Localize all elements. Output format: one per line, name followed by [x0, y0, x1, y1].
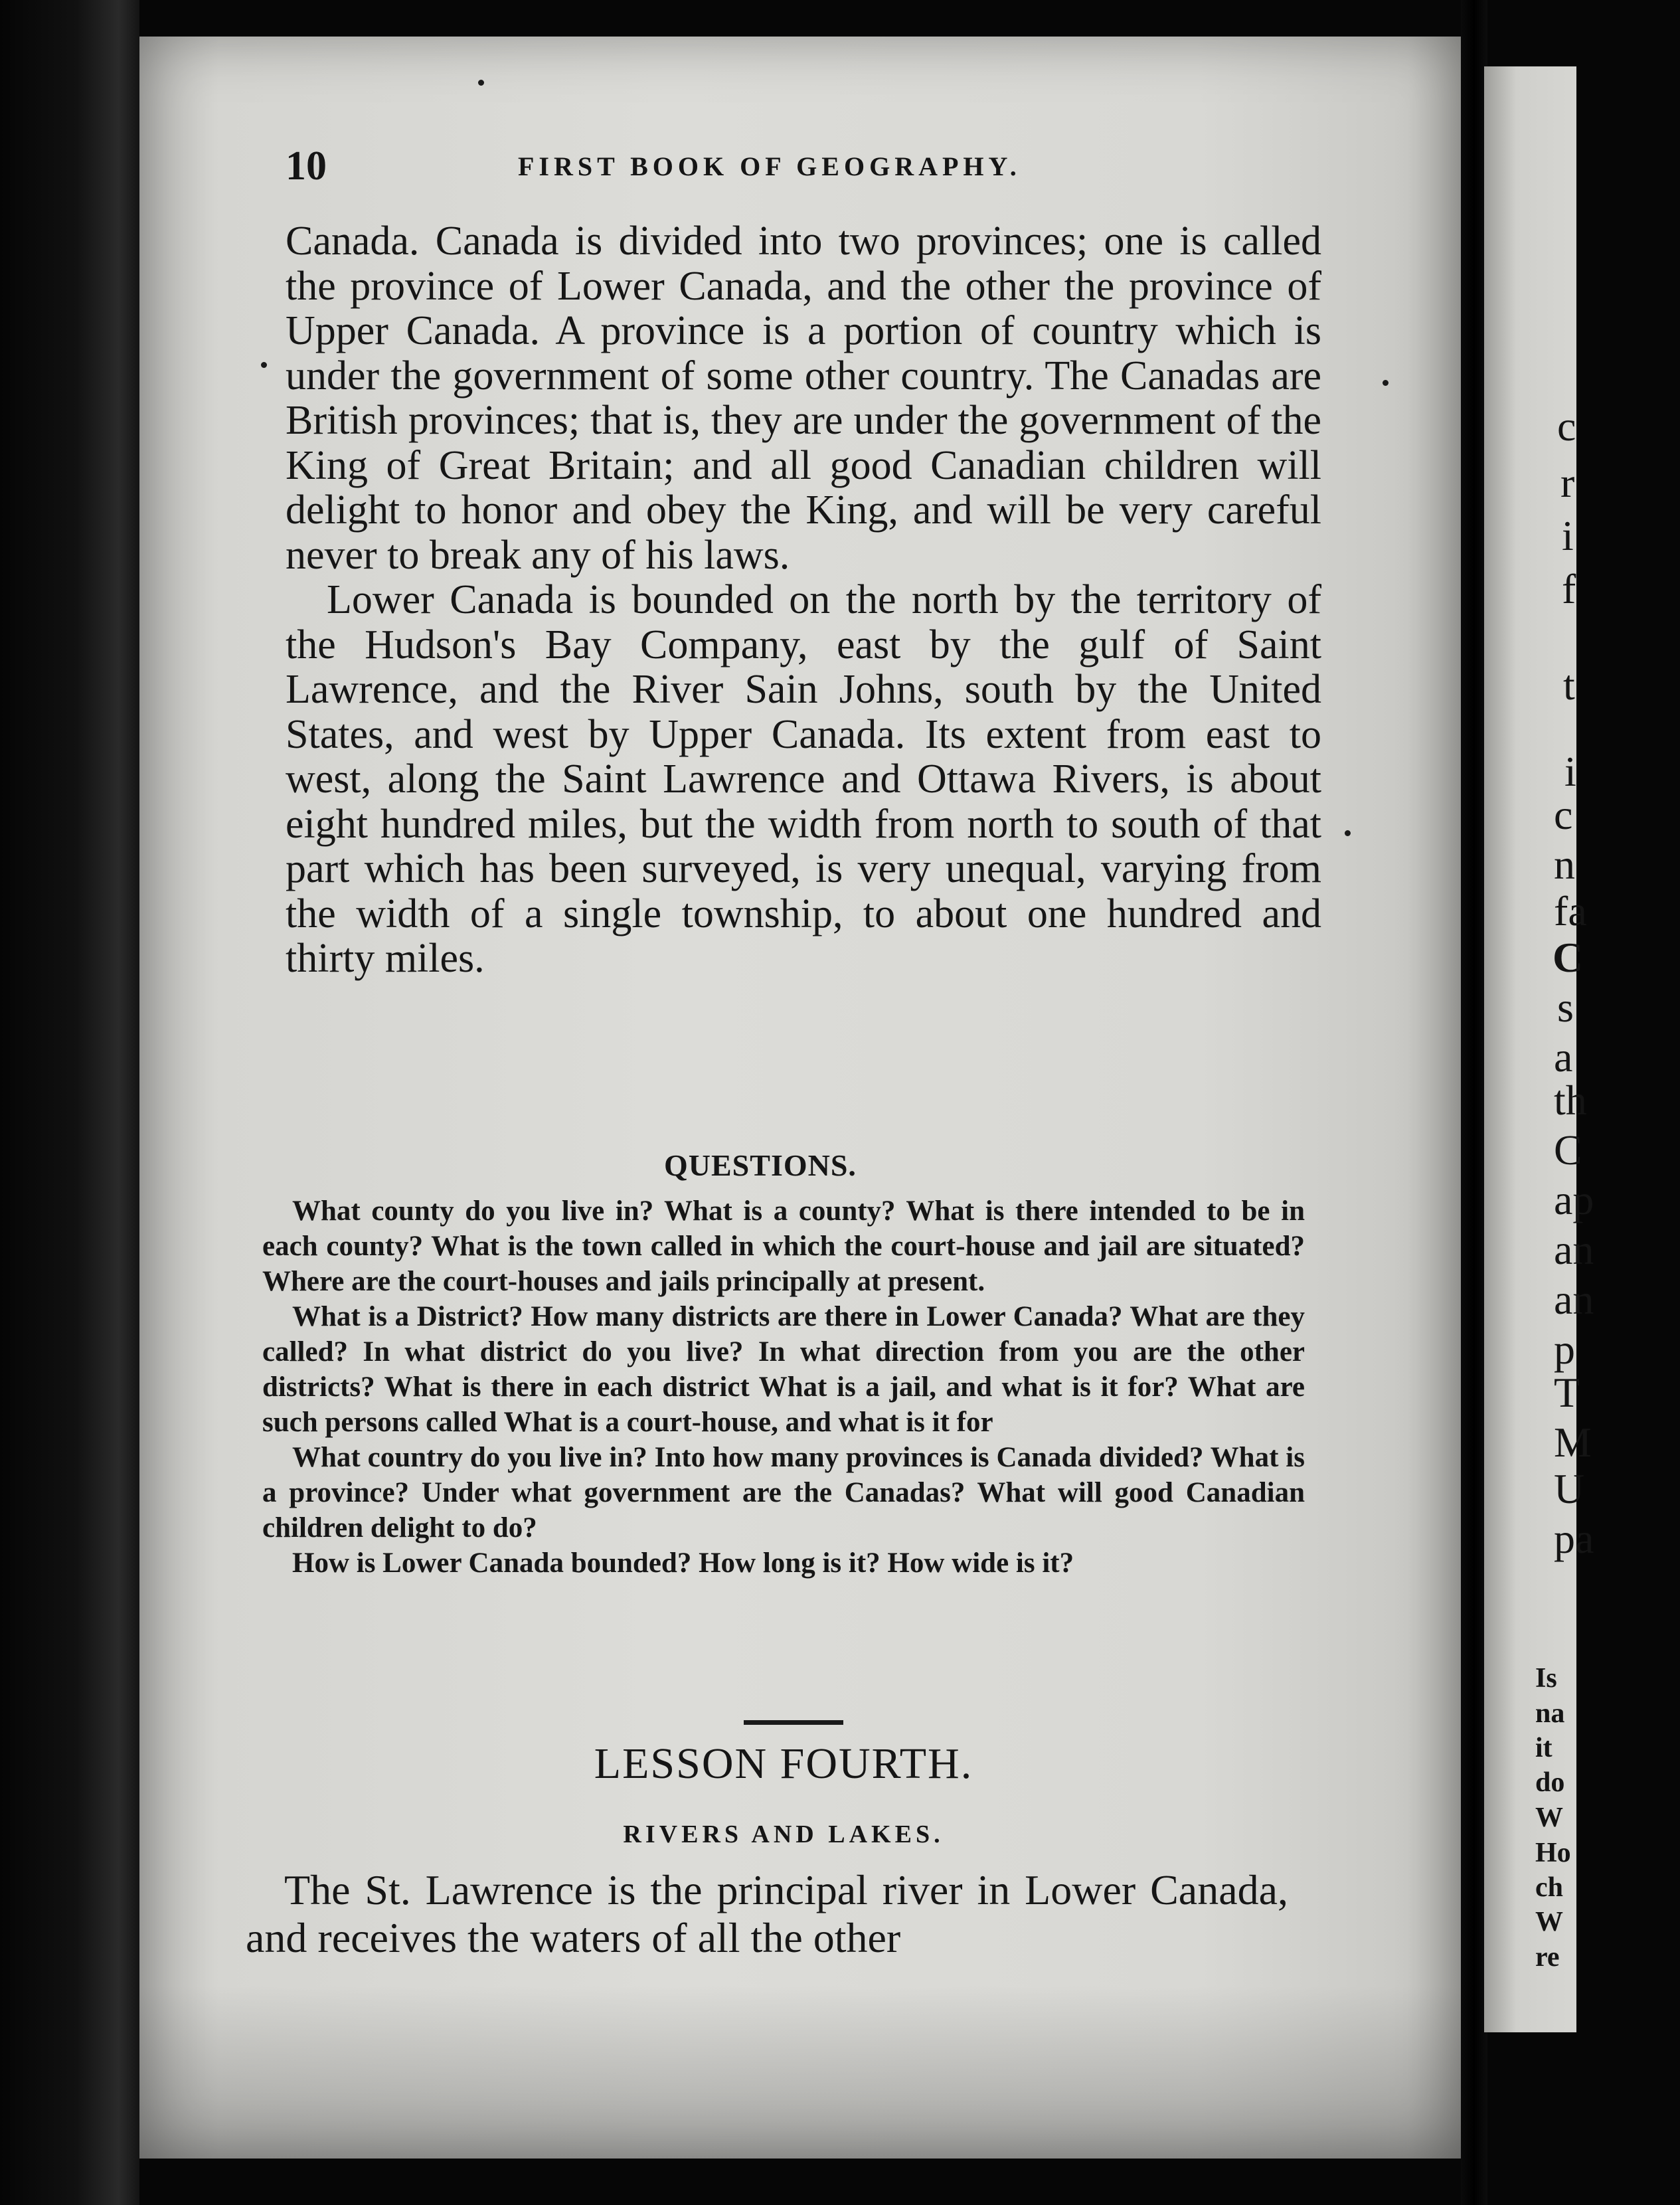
lesson-text: [246, 1866, 1288, 1962]
adjacent-fragment: C: [1553, 934, 1584, 981]
adjacent-fragment: re: [1535, 1942, 1560, 1973]
scan-speck: [1345, 830, 1351, 836]
adjacent-fragment: n: [1554, 841, 1575, 888]
paragraph: Canada. Canada is divided into two provinces; one is called the province of Lower Canada, and the other the province of Upper Canada. A province is a portion of country which is under the government of some other country. The Canadas are British provinces; that is, they are under the government of the King of Great Britain; and all good Canadian children will delight to honor and obey the King, and will be very careful never to break any of his laws.: [286, 219, 1321, 578]
adjacent-fragment: r: [1560, 459, 1575, 506]
page-number: 10: [286, 143, 327, 189]
adjacent-fragment: do: [1535, 1767, 1565, 1798]
adjacent-fragment: c: [1557, 402, 1576, 450]
scan-speck: [261, 362, 267, 368]
adjacent-fragment: U: [1554, 1465, 1585, 1512]
adjacent-fragment: C: [1554, 1126, 1582, 1174]
page-header: [286, 143, 1321, 189]
adjacent-fragment: W: [1535, 1803, 1563, 1833]
adjacent-fragment: an: [1554, 1226, 1594, 1273]
paragraph: Lower Canada is bounded on the north by the territory of the Hudson's Bay Company, east by the gulf of Saint Lawrence, and the River Sain Johns, south by the United States, and west by Upper Canada. Its extent from east to west, along the Saint Lawrence and Ottawa Rivers, is about eight hundred miles, but the width from north to south of that part which has been surveyed, is very unequal, varying from the width of a single township, to about one hundred and thirty miles.: [286, 577, 1321, 981]
scan-speck: [478, 80, 484, 86]
adjacent-fragment: W: [1535, 1907, 1563, 1937]
adjacent-fragment: pa: [1554, 1515, 1594, 1562]
adjacent-fragment: Is: [1535, 1663, 1557, 1694]
adjacent-fragment: i: [1564, 748, 1576, 795]
body-text: [286, 219, 1321, 982]
page-shading: [139, 1986, 1461, 2159]
adjacent-fragment: a: [1554, 1033, 1573, 1081]
adjacent-fragment: ap: [1554, 1176, 1594, 1223]
lesson-subtitle: RIVERS AND LAKES.: [623, 1820, 944, 1848]
question-group: What is a District? How many districts are there in Lower Canada? What are they called? In what district do you live? In what direction from you are the other districts? What is there in each district What is a jail, and what is it for? What are such persons called What is a court-house, and what is it for: [262, 1301, 1305, 1438]
adjacent-fragment: f: [1562, 565, 1576, 612]
question-group: How is Lower Canada bounded? How long is it? How wide is it?: [292, 1547, 1074, 1579]
adjacent-fragment: na: [1535, 1698, 1565, 1729]
left-gutter: [0, 0, 139, 2205]
question-group: What county do you live in? What is a county? What is there intended to be in each county? What is the town called in which the court-house and jail are situated? Where are the court-houses and jails principally at present.: [262, 1195, 1305, 1297]
running-head: FIRST BOOK OF GEOGRAPHY.: [518, 151, 1021, 181]
adjacent-fragment: an: [1554, 1276, 1594, 1323]
section-rule: [744, 1720, 843, 1725]
adjacent-fragment: t: [1563, 662, 1575, 709]
adjacent-fragment: it: [1535, 1733, 1553, 1763]
lesson-title: LESSON FOURTH.: [594, 1739, 973, 1788]
scan-speck: [1383, 380, 1388, 386]
adjacent-fragment: i: [1562, 512, 1574, 559]
adjacent-fragment: M: [1554, 1419, 1592, 1466]
adjacent-fragment: p: [1554, 1326, 1575, 1373]
adjacent-fragment: fa: [1554, 887, 1587, 934]
questions-heading: QUESTIONS.: [664, 1148, 857, 1182]
adjacent-fragment: th: [1554, 1077, 1587, 1124]
question-group: What country do you live in? Into how many provinces is Canada divided? What is a province? Under what government are the Canadas? What will good Canadian children delight to do?: [262, 1442, 1305, 1544]
adjacent-fragment: ch: [1535, 1872, 1563, 1903]
adjacent-fragment: T: [1554, 1369, 1580, 1416]
questions-block: [262, 1193, 1305, 1581]
adjacent-fragment: s: [1557, 984, 1574, 1031]
book-spine: [1461, 0, 1487, 2205]
adjacent-fragment: c: [1554, 791, 1573, 838]
adjacent-fragment: Ho: [1535, 1838, 1571, 1868]
paragraph: The St. Lawrence is the principal river in Lower Canada, and receives the waters of all the other: [246, 1866, 1288, 1961]
